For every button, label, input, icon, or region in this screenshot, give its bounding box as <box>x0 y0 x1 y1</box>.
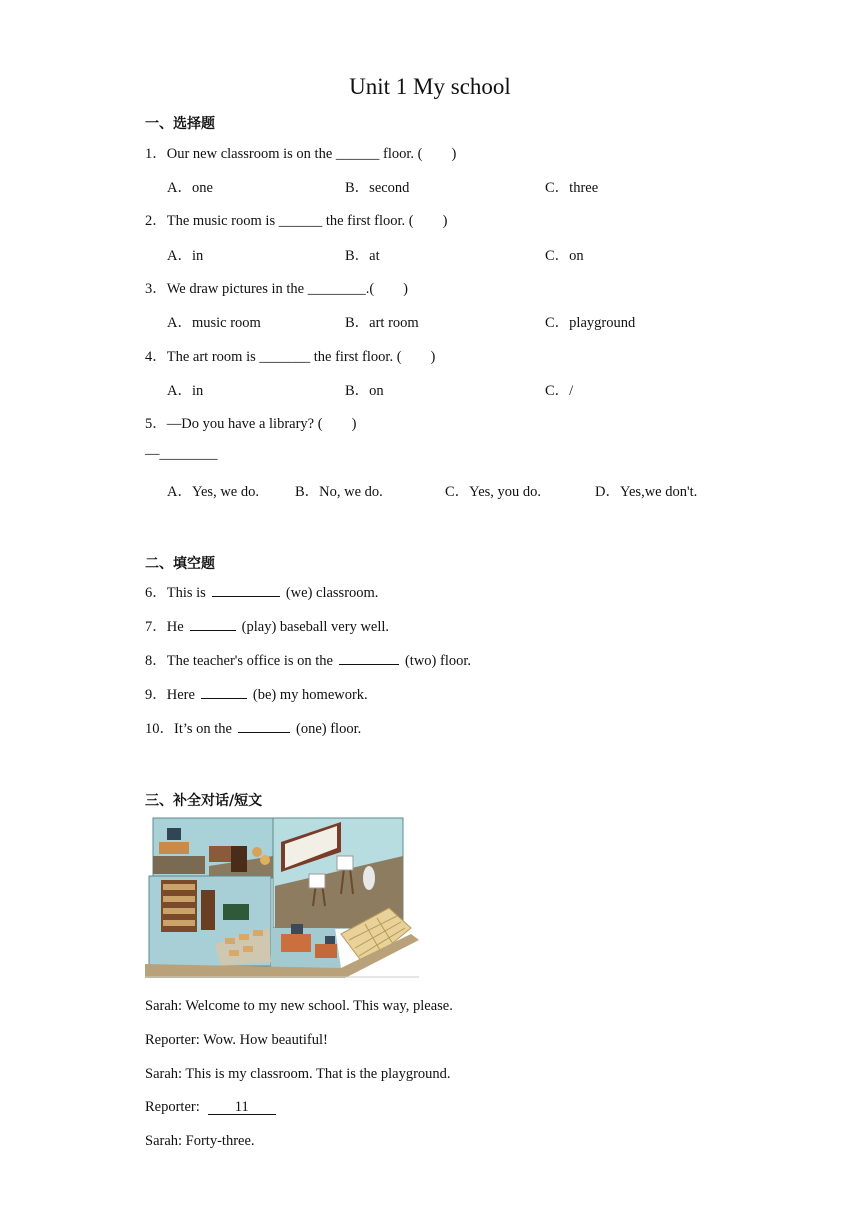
dialogue-line-5: Sarah: Forty-three. <box>145 1133 255 1149</box>
question-9-text: 9．Here <box>145 687 195 703</box>
question-9-blank[interactable] <box>201 684 247 699</box>
question-5-answer-line: —________ <box>145 446 218 462</box>
question-6 <box>145 581 378 602</box>
question-5-option-a[interactable]: A．Yes, we do. <box>167 484 259 500</box>
question-3-option-a[interactable]: A．music room <box>167 315 261 331</box>
question-2-option-b[interactable]: B．at <box>345 248 380 264</box>
question-4-stem: 4．The art room is _______ the first floor. ( ) <box>145 349 436 365</box>
question-5-option-d[interactable]: D．Yes,we don't. <box>595 484 698 500</box>
dialogue-blank-11[interactable]: 11 <box>208 1100 276 1115</box>
dialogue-line-3: Sarah: This is my classroom. That is the playground. <box>145 1066 451 1082</box>
question-1-stem: 1．Our new classroom is on the ______ floor. ( ) <box>145 146 457 162</box>
dialogue-line-2: Reporter: Wow. How beautiful! <box>145 1032 328 1048</box>
school-building-illustration <box>145 816 419 978</box>
question-5-option-c[interactable]: C．Yes, you do. <box>445 484 542 500</box>
dialogue-line-4-speaker: Reporter: <box>145 1099 200 1115</box>
question-10-text: 10．It’s on the <box>145 721 232 737</box>
question-7-text: 7．He <box>145 619 184 635</box>
question-7-hint: (play) baseball very well. <box>241 619 390 635</box>
question-8-hint: (two) floor. <box>404 653 472 669</box>
question-3-option-b[interactable]: B．art room <box>345 315 419 331</box>
question-6-text: 6．This is <box>145 585 206 601</box>
question-9 <box>145 683 368 704</box>
question-10 <box>145 717 361 738</box>
question-2-option-c[interactable]: C．on <box>545 248 584 264</box>
question-3-stem: 3．We draw pictures in the ________.( ) <box>145 281 408 297</box>
question-7-blank[interactable] <box>190 616 236 631</box>
question-4-option-b[interactable]: B．on <box>345 383 384 399</box>
question-6-hint: (we) classroom. <box>285 585 379 601</box>
question-4-option-a[interactable]: A．in <box>167 383 204 399</box>
question-9-hint: (be) my homework. <box>252 687 368 703</box>
section-heading-dialogue: 三、补全对话/短文 <box>145 793 263 809</box>
question-1-option-b[interactable]: B．second <box>345 180 410 196</box>
dialogue-line-1: Sarah: Welcome to my new school. This way, please. <box>145 998 453 1014</box>
section-heading-choice: 一、选择题 <box>145 116 215 132</box>
question-8 <box>145 649 471 670</box>
question-10-blank[interactable] <box>238 718 290 733</box>
question-2-option-a[interactable]: A．in <box>167 248 204 264</box>
section-heading-fill: 二、填空题 <box>145 556 215 572</box>
question-4-option-c[interactable]: C．/ <box>545 383 574 399</box>
page-title: Unit 1 My school <box>349 74 511 99</box>
question-10-hint: (one) floor. <box>296 721 362 737</box>
question-7 <box>145 615 389 636</box>
question-8-text: 8．The teacher's office is on the <box>145 653 333 669</box>
question-2-stem: 2．The music room is ______ the first floor. ( ) <box>145 213 448 229</box>
question-3-option-c[interactable]: C．playground <box>545 315 636 331</box>
question-8-blank[interactable] <box>339 650 399 665</box>
question-6-blank[interactable] <box>212 582 280 597</box>
question-5-stem: 5．—Do you have a library? ( ) <box>145 416 357 432</box>
dialogue-line-4 <box>145 1099 276 1116</box>
question-1-option-c[interactable]: C．three <box>545 180 599 196</box>
question-5-option-b[interactable]: B．No, we do. <box>295 484 383 500</box>
question-1-option-a[interactable]: A．one <box>167 180 213 196</box>
